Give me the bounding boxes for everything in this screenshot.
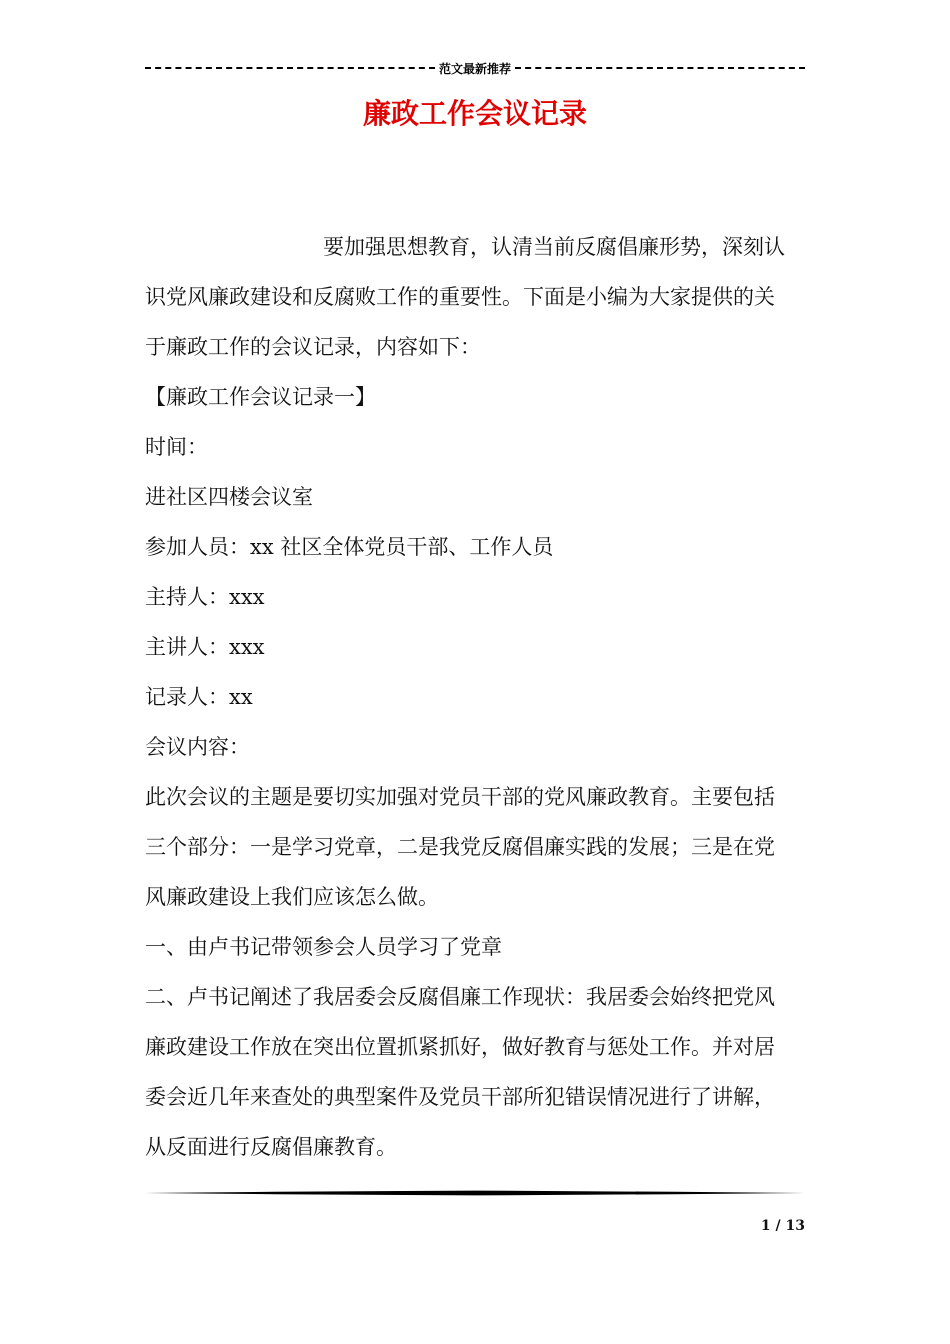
item-1: 一、由卢书记带领参会人员学习了党章 [145, 935, 502, 959]
header-dash-left [145, 67, 435, 69]
host-line: 主持人：xxx [145, 585, 265, 609]
speaker-line: 主讲人：xxx [145, 635, 265, 659]
page-separator: / [775, 1218, 781, 1234]
item-2-line-4: 从反面进行反腐倡廉教育。 [145, 1135, 397, 1159]
page-total: 13 [785, 1218, 805, 1234]
document-body [145, 222, 810, 1172]
intro-line-2: 识党风廉政建设和反腐败工作的重要性。下面是小编为大家提供的关 [145, 285, 775, 309]
item-2-line-3: 委会近几年来查处的典型案件及党员干部所犯错误情况进行了讲解， [145, 1085, 775, 1109]
intro-line-3: 于廉政工作的会议记录，内容如下： [145, 335, 481, 359]
document-title: 廉政工作会议记录 [362, 97, 587, 130]
header-dash-right [515, 67, 805, 69]
location-line: 进社区四楼会议室 [145, 485, 313, 509]
content-label: 会议内容： [145, 735, 250, 759]
page-current: 1 [760, 1218, 771, 1234]
header-label: 范文最新推荐 [439, 61, 512, 76]
header-rule [145, 58, 805, 78]
item-2-line-2: 廉政建设工作放在突出位置抓紧抓好，做好教育与惩处工作。并对居 [145, 1035, 775, 1059]
recorder-line: 记录人：xx [145, 685, 253, 709]
section-heading: 【廉政工作会议记录一】 [145, 385, 376, 409]
intro-line-1: 要加强思想教育，认清当前反腐倡廉形势，深刻认 [323, 235, 785, 259]
page-number [761, 1218, 805, 1234]
theme-line-2: 三个部分：一是学习党章，二是我党反腐倡廉实践的发展；三是在党 [145, 835, 775, 859]
theme-line-3: 风廉政建设上我们应该怎么做。 [145, 885, 439, 909]
time-line: 时间： [145, 435, 208, 459]
theme-line-1: 此次会议的主题是要切实加强对党员干部的党风廉政教育。主要包括 [145, 785, 775, 809]
footer-rule [145, 1190, 805, 1196]
item-2-line-1: 二、卢书记阐述了我居委会反腐倡廉工作现状：我居委会始终把党风 [145, 985, 775, 1009]
attendees-line: 参加人员：xx 社区全体党员干部、工作人员 [145, 535, 554, 559]
